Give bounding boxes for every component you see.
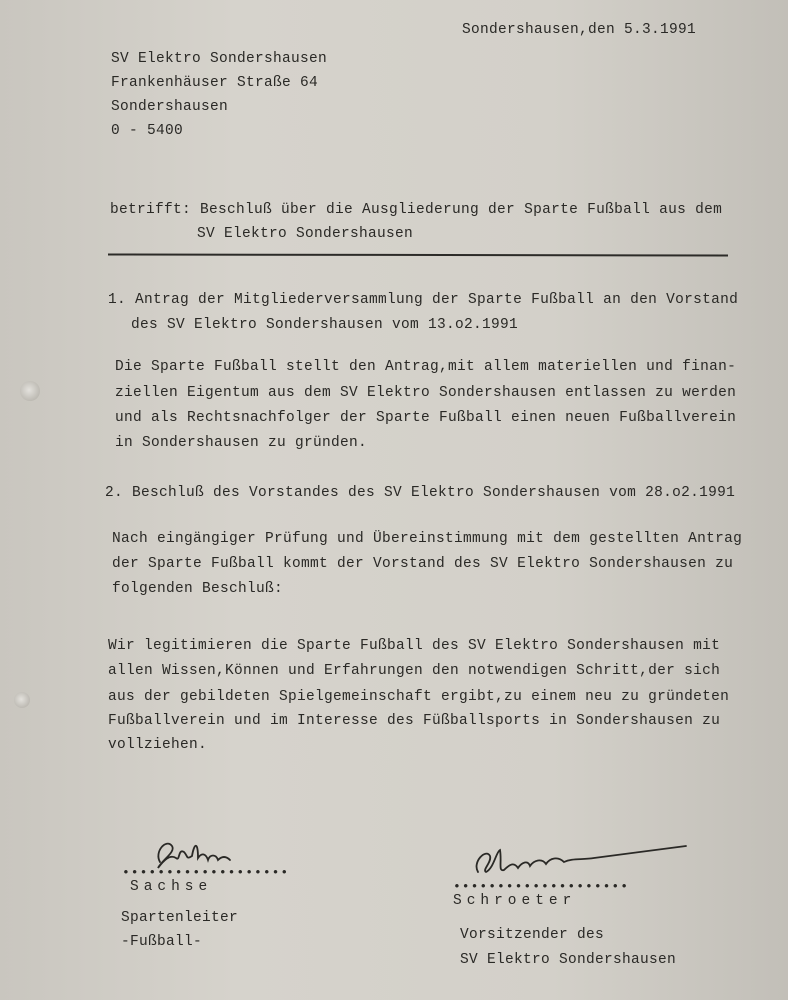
address-line: Frankenhäuser Straße 64 [111,75,319,91]
signer-name: Schroeter [453,893,577,909]
address-line: 0 - 5400 [111,123,184,139]
signature-line: ••••••••••••••••••• [122,865,290,880]
signer-role: -Fußball- [121,934,203,950]
body-line: der Sparte Fußball kommt der Vorstand des SV Elektro Sondershausen zu [112,556,734,572]
body-line: Fußballverein und im Interesse des Füßballsports in Sondershausen zu [108,713,721,729]
body-line: ziellen Eigentum aus dem SV Elektro Sondershausen entlassen zu werden [115,385,737,401]
subject-line: SV Elektro Sondershausen [197,226,414,242]
section-heading: 1. Antrag der Mitgliederversammlung der Sparte Fußball an den Vorstand [108,292,739,308]
date-line: Sondershausen,den 5.3.1991 [462,22,697,38]
body-line: aus der gebildeten Spielgemeinschaft ergibt,zu einem neu zu gründeten [108,689,730,705]
signer-role: Spartenleiter [121,910,239,926]
divider [108,253,728,256]
body-line: und als Rechtsnachfolger der Sparte Fußball einen neuen Fußballverein [115,410,737,426]
signer-name: Sachse [130,879,213,895]
body-line: Nach eingängiger Prüfung und Übereinstimmung mit dem gestellten Antrag [112,531,743,547]
signer-role: Vorsitzender des [460,927,605,943]
address-line: Sondershausen [111,99,229,115]
body-line: in Sondershausen zu gründen. [115,435,368,451]
body-line: folgenden Beschluß: [112,581,284,597]
body-line: Wir legitimieren die Sparte Fußball des SV Elektro Sondershausen mit [108,638,721,654]
section-heading: des SV Elektro Sondershausen vom 13.o2.1991 [131,317,519,333]
punch-hole [20,381,40,401]
punch-hole [14,692,30,708]
body-line: vollziehen. [108,737,208,753]
subject-line: betrifft: Beschluß über die Ausgliederung der Sparte Fußball aus dem [110,202,723,218]
body-line: allen Wissen,Können und Erfahrungen den notwendigen Schritt,der sich [108,663,721,679]
signer-role: SV Elektro Sondershausen [460,952,677,968]
address-line: SV Elektro Sondershausen [111,51,328,67]
signature-line: •••••••••••••••••••• [453,879,630,894]
section-heading: 2. Beschluß des Vorstandes des SV Elektro Sondershausen vom 28.o2.1991 [105,485,736,501]
body-line: Die Sparte Fußball stellt den Antrag,mit allem materiellen und finan- [115,359,737,375]
